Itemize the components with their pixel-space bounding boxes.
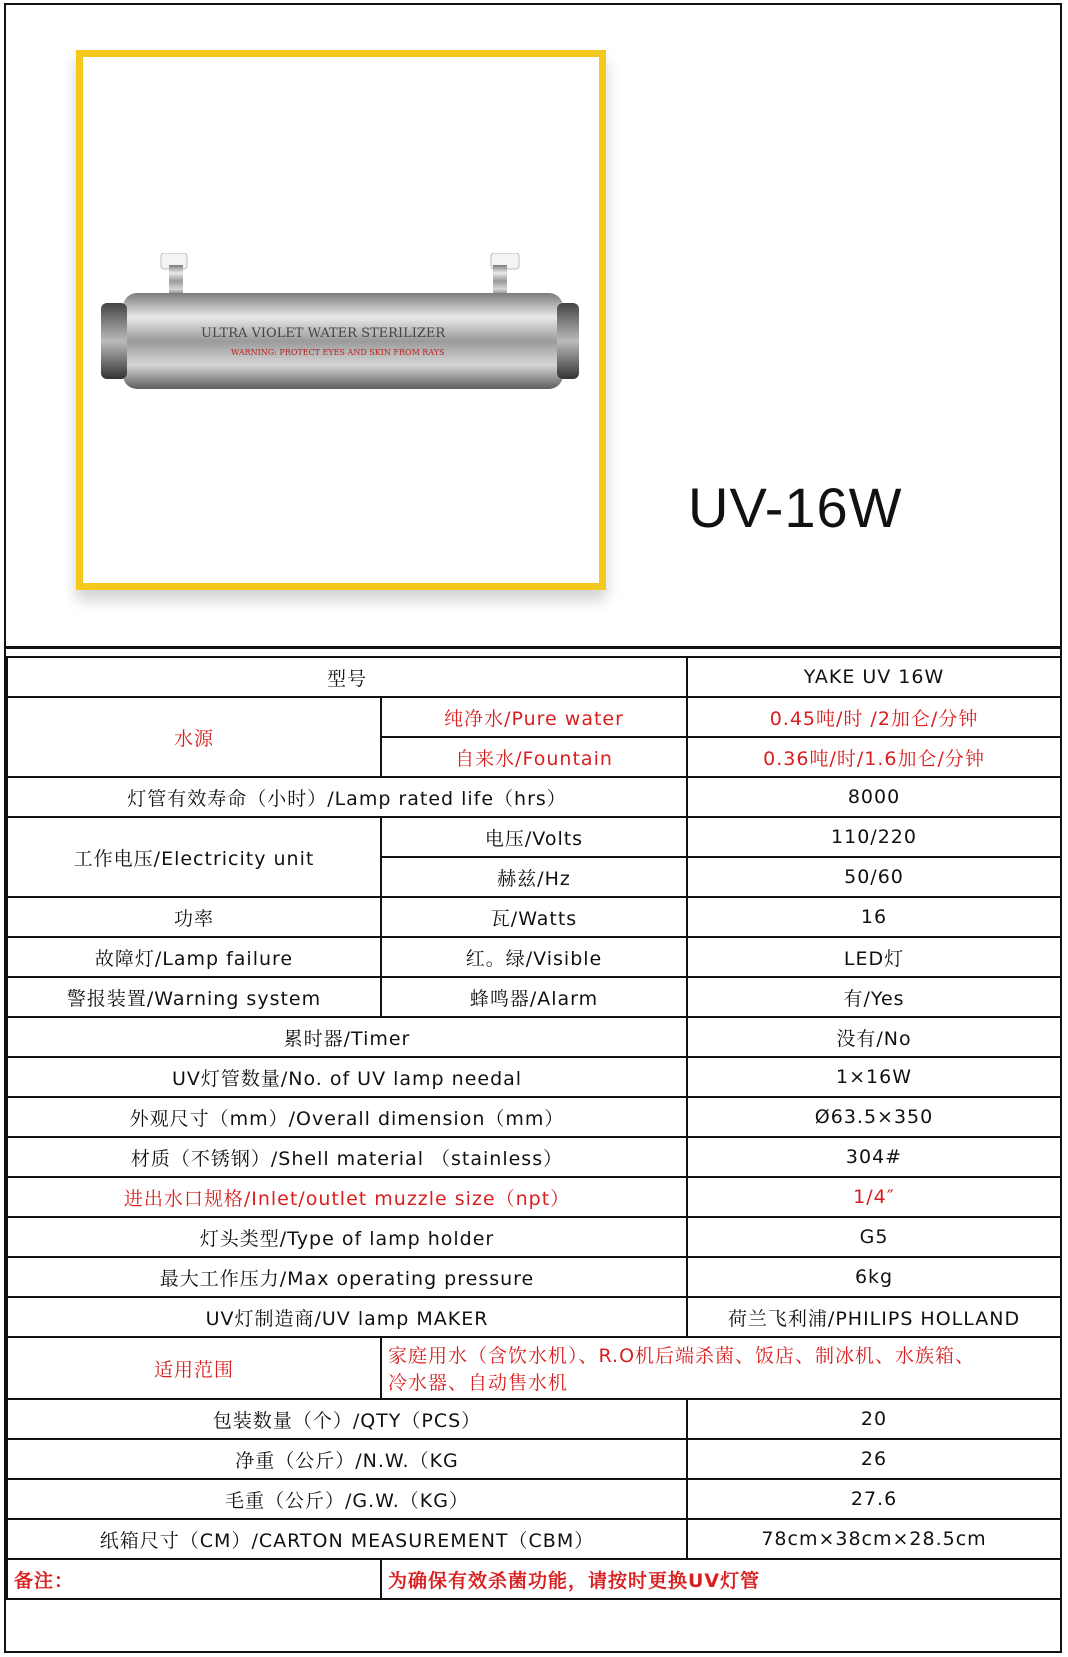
table-row: [7, 1177, 1061, 1217]
water-source-label: 水源: [7, 697, 381, 777]
visible-label: 红。绿/Visible: [381, 937, 687, 977]
table-row: [7, 1519, 1061, 1559]
alarm-value: 有/Yes: [687, 977, 1061, 1017]
photo-label-line1: ULTRA VIOLET WATER STERILIZER: [201, 326, 446, 341]
carton-label: 纸箱尺寸（CM）/CARTON MEASUREMENT（CBM）: [7, 1519, 687, 1559]
table-row: [7, 1257, 1061, 1297]
watts-value: 16: [687, 897, 1061, 937]
timer-value: 没有/No: [687, 1017, 1061, 1057]
holder-label: 灯头类型/Type of lamp holder: [7, 1217, 687, 1257]
model-label: 型号: [7, 657, 687, 697]
scope-label: 适用范围: [7, 1337, 381, 1399]
table-row: [7, 1097, 1061, 1137]
visible-value: LED灯: [687, 937, 1061, 977]
table-row: [7, 1559, 1061, 1599]
lamp-life-value: 8000: [687, 777, 1061, 817]
maker-value: 荷兰飞利浦/PHILIPS HOLLAND: [687, 1297, 1061, 1337]
table-row: [7, 1297, 1061, 1337]
uv-sterilizer-image: [101, 253, 581, 403]
dimension-label: 外观尺寸（mm）/Overall dimension（mm）: [7, 1097, 687, 1137]
lamp-life-label: 灯管有效寿命（小时）/Lamp rated life（hrs）: [7, 777, 687, 817]
carton-value: 78cm×38cm×28.5cm: [687, 1519, 1061, 1559]
fountain-label: 自来水/Fountain: [381, 737, 687, 777]
table-row: [7, 1217, 1061, 1257]
fountain-value: 0.36吨/时/1.6加仑/分钟: [687, 737, 1061, 777]
table-row: [7, 657, 1061, 697]
gross-weight-value: 27.6: [687, 1479, 1061, 1519]
watts-label: 瓦/Watts: [381, 897, 687, 937]
table-row: [7, 1439, 1061, 1479]
lamp-failure-label: 故障灯/Lamp failure: [7, 937, 381, 977]
hz-label: 赫兹/Hz: [381, 857, 687, 897]
timer-label: 累时器/Timer: [7, 1017, 687, 1057]
lamp-count-label: UV灯管数量/No. of UV lamp needal: [7, 1057, 687, 1097]
product-photo-frame: [76, 50, 606, 590]
qty-label: 包装数量（个）/QTY（PCS）: [7, 1399, 687, 1439]
scope-value-line2: 冷水器、自动售水机: [388, 1372, 569, 1394]
pressure-label: 最大工作压力/Max operating pressure: [7, 1257, 687, 1297]
page-frame: [4, 3, 1062, 1653]
volts-label: 电压/Volts: [381, 817, 687, 857]
photo-label-line2: WARNING: PROTECT EYES AND SKIN FROM RAYS: [231, 348, 445, 357]
pure-water-label: 纯净水/Pure water: [381, 697, 687, 737]
pressure-value: 6kg: [687, 1257, 1061, 1297]
hz-value: 50/60: [687, 857, 1061, 897]
net-weight-value: 26: [687, 1439, 1061, 1479]
product-hero: [6, 5, 1060, 649]
gross-weight-label: 毛重（公斤）/G.W.（KG）: [7, 1479, 687, 1519]
table-row: [7, 977, 1061, 1017]
inlet-label: 进出水口规格/Inlet/outlet muzzle size（npt）: [7, 1177, 687, 1217]
dimension-value: Ø63.5×350: [687, 1097, 1061, 1137]
table-row: [7, 1337, 1061, 1399]
scope-value: [381, 1337, 1061, 1399]
maker-label: UV灯制造商/UV lamp MAKER: [7, 1297, 687, 1337]
table-row: [7, 1137, 1061, 1177]
model-heading: UV-16W: [688, 476, 903, 539]
table-row: [7, 1057, 1061, 1097]
table-row: [7, 1479, 1061, 1519]
table-row: [7, 817, 1061, 857]
table-row: [7, 937, 1061, 977]
qty-value: 20: [687, 1399, 1061, 1439]
inlet-value: 1/4″: [687, 1177, 1061, 1217]
note-value: 为确保有效杀菌功能，请按时更换UV灯管: [381, 1559, 1061, 1599]
scope-value-line1: 家庭用水（含饮水机）、R.O机后端杀菌、饭店、制冰机、水族箱、: [388, 1345, 976, 1367]
holder-value: G5: [687, 1217, 1061, 1257]
lamp-count-value: 1×16W: [687, 1057, 1061, 1097]
table-row: [7, 697, 1061, 737]
pure-water-value: 0.45吨/时 /2加仑/分钟: [687, 697, 1061, 737]
warning-system-label: 警报装置/Warning system: [7, 977, 381, 1017]
alarm-label: 蜂鸣器/Alarm: [381, 977, 687, 1017]
model-value: YAKE UV 16W: [687, 657, 1061, 697]
material-value: 304#: [687, 1137, 1061, 1177]
power-label: 功率: [7, 897, 381, 937]
table-row: [7, 777, 1061, 817]
table-row: [7, 897, 1061, 937]
volts-value: 110/220: [687, 817, 1061, 857]
material-label: 材质（不锈钢）/Shell material （stainless）: [7, 1137, 687, 1177]
electricity-label: 工作电压/Electricity unit: [7, 817, 381, 897]
spec-table: [6, 656, 1062, 1600]
note-label: 备注：: [7, 1559, 381, 1599]
table-row: [7, 1017, 1061, 1057]
net-weight-label: 净重（公斤）/N.W.（KG: [7, 1439, 687, 1479]
table-row: [7, 1399, 1061, 1439]
